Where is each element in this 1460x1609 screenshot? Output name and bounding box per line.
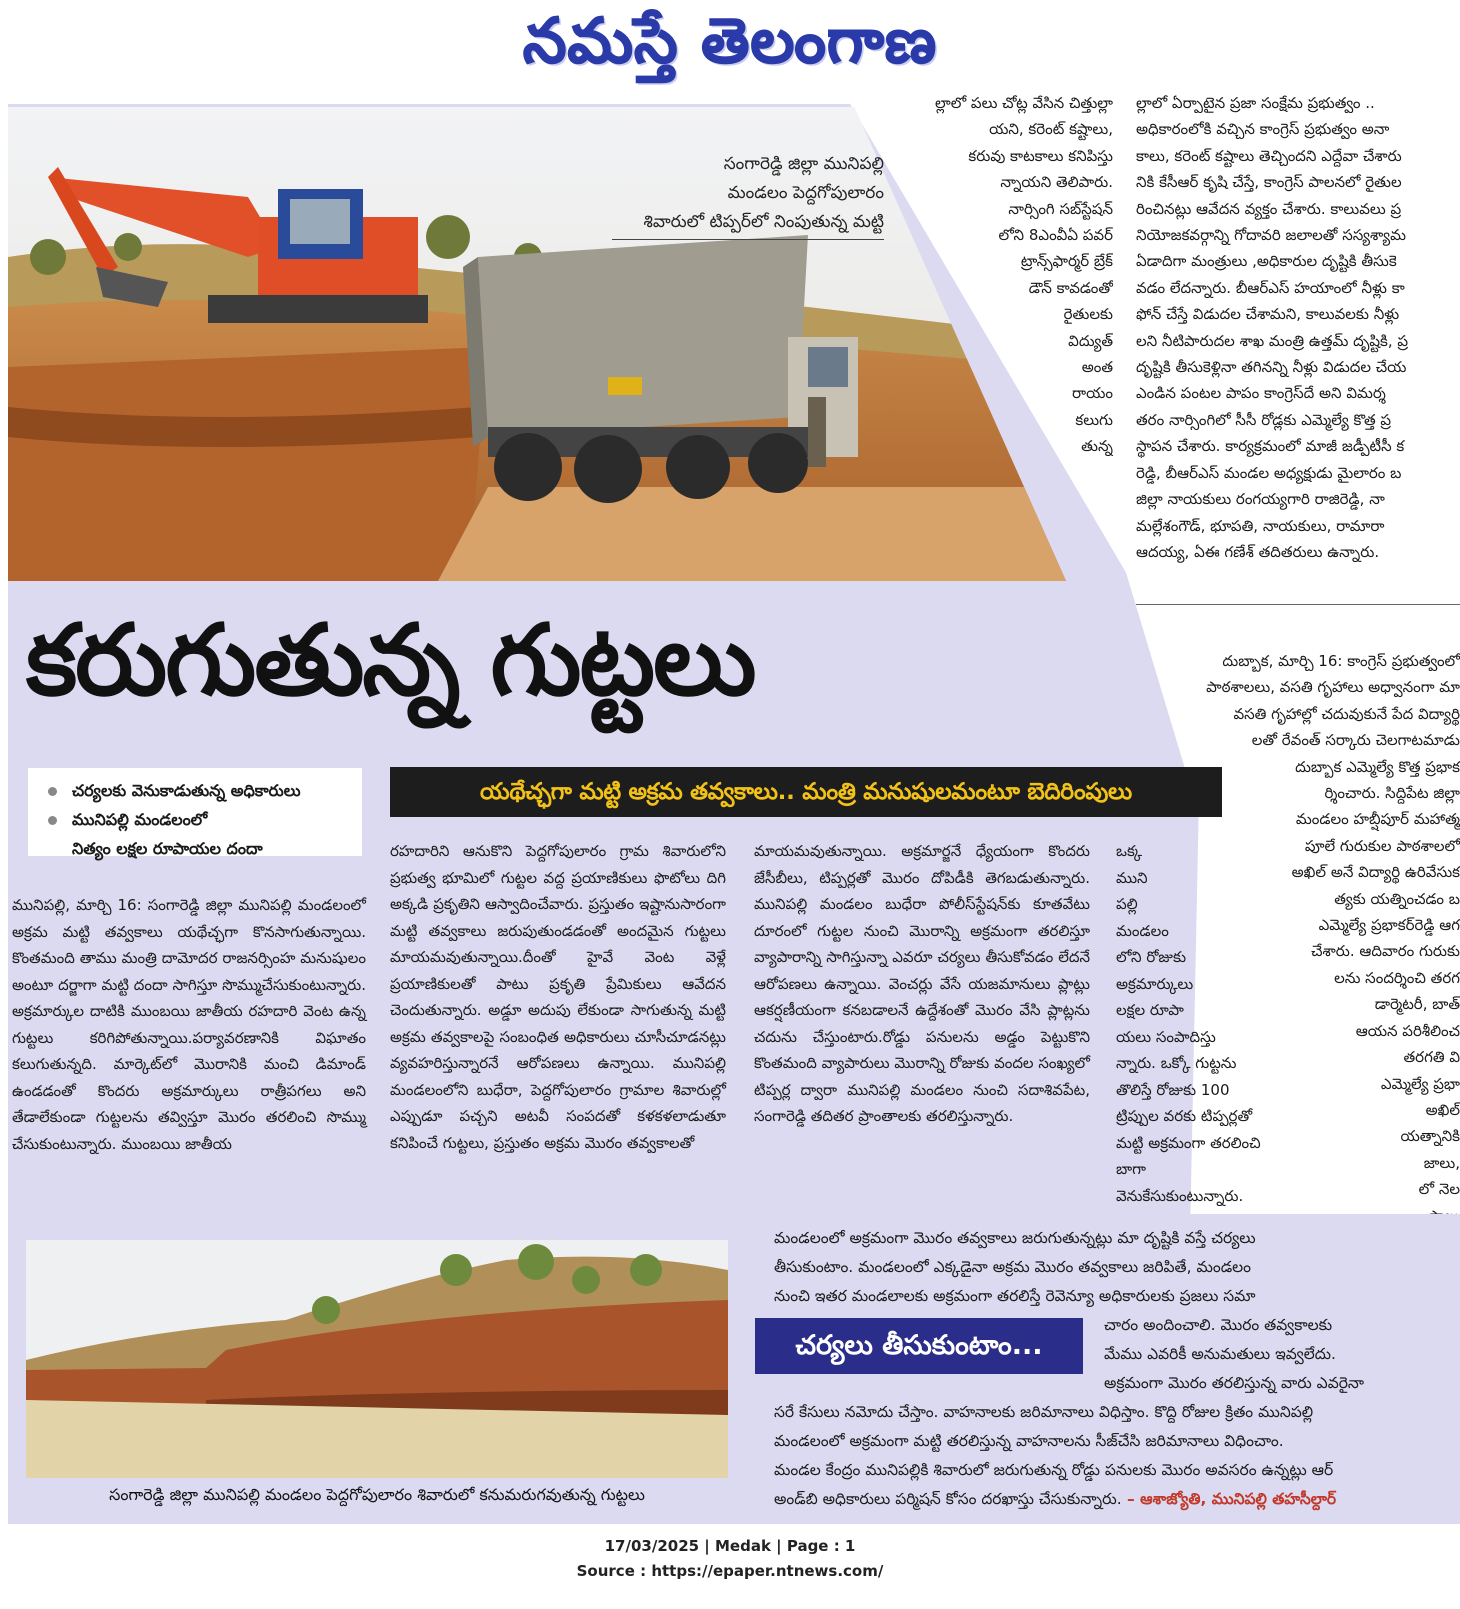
- right-article-column-c: [1176, 648, 1460, 1255]
- bullet-item-continued: నిత్యం లక్షల రూపాయల దందా: [72, 839, 263, 858]
- column-line: రైతులకు: [1063, 305, 1113, 324]
- statement-line: మండలంలో అక్రమంగా మట్టి తరలిస్తున్న వాహనాలను సీజ్‌చేసి జరిమానాలు విధించాం.: [774, 1432, 1284, 1450]
- column-line: స్థాపన చేశారు. కార్యక్రమంలో మాజీ జడ్పీటీసీ క: [1136, 437, 1405, 456]
- page-footer: [0, 1534, 1460, 1584]
- right-article-column-a: [895, 90, 1113, 460]
- column-line: లో నెల: [1418, 1180, 1460, 1199]
- column-line: దుబ్బాక, మార్చి 16: కాంగ్రెస్ ప్రభుత్వంలో: [1222, 652, 1460, 670]
- highlight-bullets: [28, 768, 362, 856]
- statement-line: మండలంలో అక్రమంగా మొరం తవ్వకాలు జరుగుతున్నట్లు మా దృష్టికి వస్తే చర్యలు: [774, 1229, 1256, 1247]
- column-line: రించినట్లు ఆవేదన వ్యక్తం చేశారు. కాలువలు ప్ర: [1136, 199, 1402, 218]
- statement-author: – ఆశాజ్యోతి, మునిపల్లి తహసీల్దార్: [1121, 1490, 1337, 1508]
- article-column-2: రహదారిని ఆనుకొని పెద్దగోపులారం గ్రామ శివారులోని ప్రభుత్వ భూమిలో గుట్టల వద్ద ప్రయాణికులు ఫొటోలు దిగి అక్కడి ప్రకృతిని ఆస్వాదించేవారు. ప్రస్తుతం ఇష్టానుసారంగా మట్టి తవ్వకాలు జరుపుతుండడంతో అందమైన గుట్టలు మాయమవుతున్నాయి.దీంతో హైవే వెంట వెళ్లే ప్రయాణికులతో పాటు ప్రకృతి ప్రేమికులు ఆవేదన చెందుతున్నారు. అడ్డూ అదుపు లేకుండా సాగుతున్న మట్టి అక్రమ తవ్వకాలపై సంబంధిత అధికారులు చూసీచూడనట్లు వ్యవహరిస్తున్నారనే ఆరోపణలు ఉన్నాయి. మునిపల్లి మండలంలోని బుధేరా, పెద్దగోపులారం గ్రామాల శివారుల్లో ఎప్పుడూ పచ్చని అటవీ సంపదతో కళకళలాడుతూ కనిపించే గుట్టలు, ప్రస్తుతం అక్రమ మొరం తవ్వకాలతో: [390, 842, 726, 1152]
- column-line: తున్న: [1081, 437, 1113, 456]
- column-line: అఖిల్: [1425, 1100, 1460, 1119]
- eroded-hills-photo: [26, 1240, 728, 1478]
- column-line: ఎండిన పంటల పాపం కాంగ్రెస్‌దే అని విమర్శ: [1136, 384, 1386, 403]
- column-line: ముని: [1116, 868, 1148, 887]
- subheadline: యథేచ్ఛగా మట్టి అక్రమ తవ్వకాలు.. మంత్రి మనుషులమంటూ బెదిరింపులు: [390, 767, 1222, 817]
- column-line: పల్లి: [1116, 895, 1138, 913]
- column-line: దృష్టికి తీసుకెళ్లినా తగినన్ని నీళ్లు విడుదల చేయ: [1136, 358, 1407, 377]
- column-line: వసతి గృహాల్లో చదువుకునే పేద విద్యార్థి: [1233, 704, 1460, 723]
- column-line: అధికారంలోకి వచ్చిన కాంగ్రెస్ ప్రభుత్వం అనా: [1136, 120, 1390, 139]
- statement-last-line: [774, 1485, 1442, 1514]
- column-line: పాఠశాలలు, వసతి గృహాలు అధ్వానంగా మా: [1206, 678, 1460, 697]
- column-line: తరం నార్సింగిలో సీసీ రోడ్లకు ఎమ్మెల్యే కొత్త ప్ర: [1136, 410, 1392, 429]
- column-line: ర్శించారు. సిద్దిపేట జిల్లా: [1324, 784, 1460, 803]
- column-line: డార్మెటరీ, బాత్: [1374, 995, 1460, 1014]
- column-line: కలుగు: [1075, 410, 1113, 429]
- column-line: తరగతి వి: [1403, 1048, 1460, 1067]
- column-line: లక్షల రూపా: [1116, 1001, 1184, 1019]
- column-line: మల్లేశంగౌడ్, భూపతి, నాయకులు, రామారా: [1136, 516, 1385, 535]
- column-line: జాలు,: [1423, 1153, 1460, 1172]
- column-line: న్నాయని తెలిపారు.: [1000, 173, 1113, 192]
- column-line: ఆదయ్య, ఏఈ గణేశ్ తదితరులు ఉన్నారు.: [1136, 542, 1380, 561]
- column-line: జిల్లా నాయకులు రంగయ్యగారి రాజిరెడ్డి, నా: [1136, 490, 1385, 509]
- column-line: డౌన్ కావడంతో: [1028, 278, 1113, 297]
- bottom-photo-caption: సంగారెడ్డి జిల్లా మునిపల్లి మండలం పెద్దగోపులారం శివారులో కనుమరుగవుతున్న గుట్టలు: [109, 1485, 645, 1504]
- column-line: ఒక్క: [1116, 842, 1143, 860]
- statement-title-box: చర్యలు తీసుకుంటాం...: [755, 1318, 1083, 1374]
- statement-line: మేము ఎవరికీ అనుమతులు ఇవ్వలేదు.: [1104, 1345, 1336, 1363]
- column-line: లతో రేవంత్ సర్కారు చెలగాటమాడు: [1251, 731, 1460, 750]
- caption-line: శివారులో టిప్పర్‌లో నింపుతున్న మట్టి: [643, 212, 884, 232]
- column-line: ఎమ్మెల్యే ప్రభా: [1380, 1074, 1460, 1093]
- column-line: విద్యుత్: [1068, 331, 1113, 350]
- statement-line: అక్రమంగా మొరం తరలిస్తున్న వారు ఎవరైనా: [1104, 1374, 1365, 1392]
- column-line: ల్లాలో ఏర్పాటైన ప్రజా సంక్షేమ ప్రభుత్వం ..: [1136, 94, 1375, 112]
- column-line: ల్లాలో పలు చోట్ల వేసిన చిత్తుల్లా: [935, 94, 1113, 112]
- column-line: దుబ్బాక ఎమ్మెల్యే కొత్త ప్రభాక: [1295, 757, 1460, 776]
- footer-date-edition: 17/03/2025 | Medak | Page : 1: [604, 1537, 856, 1555]
- column-line: ట్రిప్పుల వరకు టిప్పర్లతో: [1116, 1107, 1253, 1125]
- column-line: త్యకు యత్నించడం బ: [1334, 889, 1460, 908]
- bullet-item: చర్యలకు వెనుకాడుతున్న అధికారులు: [46, 776, 352, 805]
- caption-line: మండలం పెద్దగోపులారం: [727, 183, 884, 203]
- column-line: బాగా వెనుకేసుకుంటున్నారు.: [1116, 1160, 1244, 1205]
- statement-line: నుంచి ఇతర మండలాలకు అక్రమంగా తరలిస్తే రెవెన్యూ అధికారులకు ప్రజలు సమా: [774, 1287, 1256, 1305]
- column-line: అఖిల్ అనే విద్యార్థి ఉరివేసుక: [1291, 863, 1460, 882]
- column-line: లోని 8ఎంవీఏ పవర్: [998, 226, 1113, 245]
- column-line: నియోజకవర్గాన్ని గోదావరి జలాలతో సస్యశ్యామ: [1136, 226, 1406, 245]
- column-line: లను సందర్శించి తరగ: [1334, 968, 1460, 987]
- column-line: ఫోన్ చేస్తే విడుదల చేశామని, కాలువలకు నీళ్లు: [1136, 305, 1400, 324]
- column-line: తొలిస్తే రోజుకు 100: [1116, 1080, 1230, 1099]
- statement-line: మండల కేంద్రం మునిపల్లికి శివారులో జరుగుతున్న రోడ్డు పనులకు మొరం అవసరం ఉన్నట్లు ఆర్: [774, 1461, 1334, 1479]
- column-line: యని, కరెంట్ కష్టాలు,: [989, 120, 1113, 139]
- statement-line: సరే కేసులు నమోదు చేస్తాం. వాహనాలకు జరిమానాలు విధిస్తాం. కొద్ది రోజుల క్రితం మునిపల్లి: [774, 1403, 1314, 1421]
- masthead: [0, 0, 1460, 100]
- column-line: కరువు కాటకాలు కనిపిస్తు: [968, 146, 1113, 165]
- top-photo-caption: [612, 150, 884, 240]
- column-line: వడం లేదన్నారు. బీఆర్ఎస్ హయాంలో నీళ్లు కా: [1136, 278, 1405, 297]
- column-line: యత్నానికి: [1400, 1127, 1460, 1146]
- column-line: ఆయన పరిశీలించ: [1355, 1021, 1460, 1040]
- column-line: లోని రోజుకు: [1116, 948, 1187, 966]
- column-line: పూలే గురుకుల పాఠశాలలో: [1304, 836, 1460, 855]
- statement-line: చారం అందించాలి. మొరం తవ్వకాలకు: [1104, 1316, 1333, 1334]
- column-line: నార్సింగి సబ్‌స్టేషన్: [1008, 199, 1113, 218]
- column-line: యలు సంపాదిస్తు: [1116, 1027, 1216, 1046]
- caption-line: సంగారెడ్డి జిల్లా మునిపల్లి: [723, 154, 884, 174]
- newspaper-logo: నమస్తే తెలంగాణ: [522, 4, 938, 77]
- headline: కరుగుతున్న గుట్టలు: [26, 604, 755, 718]
- column-line: అక్రమార్కులు: [1116, 974, 1194, 993]
- column-line: కాలు, కరెంట్ కష్టాలు తెచ్చిందని ఎద్దేవా చేశారు: [1136, 146, 1402, 165]
- column-line: ఎమ్మెల్యే ప్రభాకర్‌రెడ్డి ఆగ: [1318, 916, 1460, 935]
- column-line: మండలం: [1116, 921, 1169, 940]
- column-line: న్నారు. ఒక్కో గుట్టను: [1116, 1054, 1237, 1072]
- right-article-column-b: [1136, 90, 1460, 565]
- right-column-divider: [1136, 604, 1460, 605]
- article-column-1: మునిపల్లి, మార్చి 16: సంగారెడ్డి జిల్లా మునిపల్లి మండలంలో అక్రమ మట్టి తవ్వకాలు యథేచ్ఛగా కొనసాగుతున్నాయి. కొంతమంది తాము మంత్రి దామోదర రాజనర్సింహ మనుషులం అంటూ దర్జాగా మట్టి దందా సాగిస్తూ సొమ్ముచేసుకుంటున్నారు. అక్రమార్కుల దాటికి ముంబయి జాతీయ రహదారి వెంట ఉన్న గుట్టలు కరిగిపోతున్నాయి.పర్యావరణానికి విఘాతం కలుగుతున్నది. మార్కెట్‌లో మొరానికి మంచి డిమాండ్ ఉండడంతో కొందరు అక్రమార్కులు రాత్రీపగలు అని తేడాలేకుండా గుట్టలను తవ్విస్తూ మొరం తరలించి సొమ్ము చేసుకుంటున్నారు. ముంబయి జాతీయ: [12, 896, 366, 1153]
- column-line: రెడ్డి, బీఆర్ఎస్ మండల అధ్యక్షుడు మైలారం బ: [1136, 463, 1402, 482]
- column-line: ఏడాదిగా మంత్రులు ,అధికారుల దృష్టికి తీసుకె: [1136, 252, 1397, 271]
- column-line: లని నీటిపారుదల శాఖ మంత్రి ఉత్తమ్ దృష్టికి, ప్ర: [1136, 331, 1409, 350]
- column-line: మండలం హబ్షీపూర్ మహాత్మ: [1295, 810, 1460, 829]
- column-line: మట్టి అక్రమంగా తరలించి: [1116, 1133, 1261, 1152]
- article-column-3: మాయమవుతున్నాయి. అక్రమార్జనే ధ్యేయంగా కొందరు జేసీబీలు, టిప్పర్లతో మొరం దోపిడీకి తెగబడుతున్నారు. మునిపల్లి మండలం బుధేరా పోలీస్‌స్టేషన్‌కు కూతవేటు దూరంలో గుట్టల నుంచి మొరాన్ని అక్రమంగా తరలిస్తూ వ్యాపారాన్ని సాగిస్తున్నా ఎవరూ చర్యలు తీసుకోవడం లేదనే ఆరోపణలు ఉన్నాయి. వెంచర్లు వేసే యజమానులు ప్లాట్లు ఆకర్షణీయంగా కనబడాలనే ఉద్దేశంతో మొరం వేసి ప్లాట్లను చదును చేస్తుంటారు.రోడ్డు పనులను అడ్డం పెట్టుకొని కొంతమంది వ్యాపారులు మొరాన్ని రోజుకు వందల సంఖ్యలో టిప్పర్ల ద్వారా మునిపల్లి మండలం నుంచి సదాశివపేట, సంగారెడ్డి తదితర ప్రాంతాలకు తరలిస్తున్నారు.: [754, 842, 1090, 1125]
- statement-text: అండ్‌బి అధికారులు పర్మిషన్ కోసం దరఖాస్తు చేసుకున్నారు.: [774, 1490, 1122, 1508]
- column-line: చేశారు. ఆదివారం గురుకు: [1311, 942, 1460, 961]
- bullet-item: మునిపల్లి మండలంలో: [46, 805, 352, 834]
- footer-source: Source : https://epaper.ntnews.com/: [576, 1562, 884, 1580]
- column-line: నికి కేసీఆర్ కృషి చేస్తే, కాంగ్రెస్ పాలనలో రైతుల: [1136, 173, 1402, 192]
- column-line: ట్రాన్స్‌ఫార్మర్ బ్రేక్: [1020, 252, 1113, 271]
- column-line: రాయం: [1072, 384, 1113, 403]
- statement-line: తీసుకుంటాం. మండలంలో ఎక్కడైనా అక్రమ మొరం తవ్వకాలు జరిపితే, మండలం: [774, 1258, 1252, 1276]
- column-line: అంత: [1081, 358, 1113, 377]
